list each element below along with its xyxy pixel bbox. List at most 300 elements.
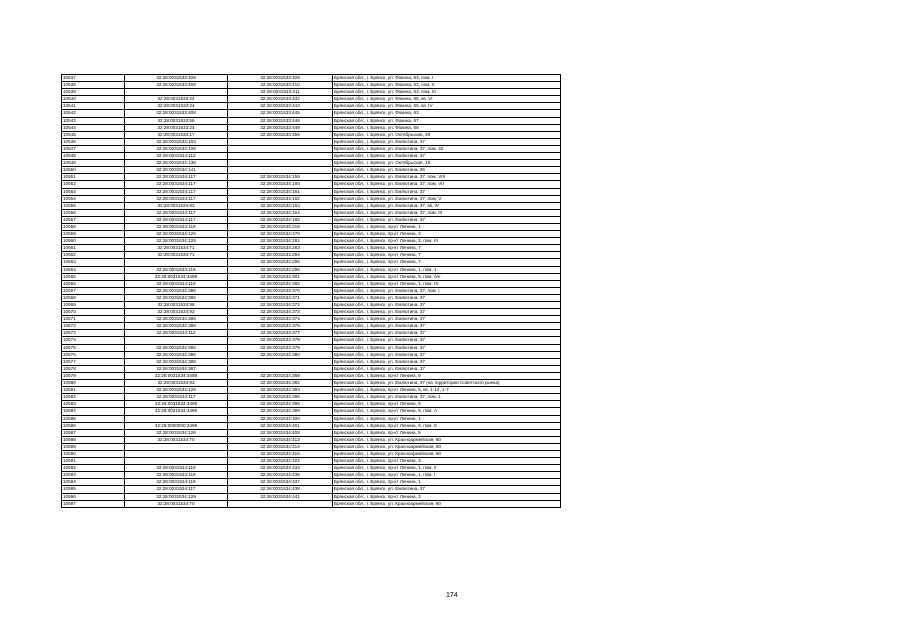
row-number-cell: 10558: [62, 223, 125, 230]
parent-cadastral-number-cell: [125, 458, 228, 465]
table-row: [62, 110, 561, 117]
address-cell: Брянская обл., г. Брянск, пр-кт Ленина, 3: [333, 231, 561, 238]
cadastral-number-cell: 32:28:0031534:372: [228, 302, 333, 309]
address-cell: Брянская обл., г. Брянск, ул. Емлютина, 37: [333, 216, 561, 223]
table-row: [62, 443, 561, 450]
cadastral-number-cell: 32:28:0031534:371: [228, 294, 333, 301]
parent-cadastral-number-cell: 32:28:0031533:408: [125, 75, 228, 82]
table-row: [62, 160, 561, 167]
table-row: [62, 96, 561, 103]
table-row: [62, 238, 561, 245]
cadastral-table: [61, 74, 561, 508]
row-number-cell: 10557: [62, 216, 125, 223]
cadastral-number-cell: 32:28:0031534:379: [228, 344, 333, 351]
cadastral-number-cell: 32:28:0031533:456: [228, 131, 333, 138]
address-cell: Брянская обл., г. Брянск, пр-кт Ленина, 3, пом. III: [333, 238, 561, 245]
address-cell: Брянская обл., г. Брянск, ул. Фокина, 63: [333, 110, 561, 117]
table-row: [62, 380, 561, 387]
parent-cadastral-number-cell: 32:28:0031534:93: [125, 380, 228, 387]
cadastral-number-cell: 32:28:0031534:365: [228, 280, 333, 287]
row-number-cell: 10571: [62, 316, 125, 323]
address-cell: Брянская обл., г. Брянск, ул. Емлютина, 37: [333, 309, 561, 316]
row-number-cell: 10584: [62, 408, 125, 415]
address-cell: Брянская обл., г. Брянск, пр-кт Ленина, 9, пом. 0: [333, 422, 561, 429]
table-row: [62, 245, 561, 252]
cadastral-number-cell: 32:28:0031534:399: [228, 408, 333, 415]
cadastral-number-cell: 32:28:0031534:294: [228, 252, 333, 259]
cadastral-number-cell: 32:28:0031533:410: [228, 82, 333, 89]
address-cell: Брянская обл., г. Брянск, пр-кт Ленина, 1, пом. I: [333, 472, 561, 479]
cadastral-number-cell: 32:28:0031534:281: [228, 238, 333, 245]
row-number-cell: 10586: [62, 422, 125, 429]
parent-cadastral-number-cell: 32:28:0031533:408: [125, 82, 228, 89]
address-cell: Брянская обл., г. Брянск, пр-кт Ленина, 5: [333, 429, 561, 436]
cadastral-number-cell: 32:28:0031534:296: [228, 266, 333, 273]
address-cell: Брянская обл., г. Брянск, ул. Емлютина, 37: [333, 138, 561, 145]
table-row: [62, 344, 561, 351]
cadastral-number-cell: 32:28:0031534:161: [228, 188, 333, 195]
address-cell: Брянская обл., г. Брянск, ул. Фокина, 65, кв. IV: [333, 103, 561, 110]
table-row: [62, 280, 561, 287]
address-cell: Брянская обл., г. Брянск, ул. Октябрьская, 16: [333, 160, 561, 167]
cadastral-number-cell: [228, 138, 333, 145]
table-row: [62, 372, 561, 379]
row-number-cell: 10569: [62, 302, 125, 309]
table-row: [62, 287, 561, 294]
parent-cadastral-number-cell: 32:28:0031534:112: [125, 330, 228, 337]
cadastral-number-cell: 32:28:0031534:415: [228, 450, 333, 457]
table-row: [62, 365, 561, 372]
row-number-cell: 10562: [62, 252, 125, 259]
address-cell: Брянская обл., г. Брянск, ул. Фокина, 63, пом. III: [333, 89, 561, 96]
row-number-cell: 10573: [62, 330, 125, 337]
table-row: [62, 401, 561, 408]
row-number-cell: 10560: [62, 238, 125, 245]
address-cell: Брянская обл., г. Брянск, пр-кт Ленина, 1: [333, 415, 561, 422]
cadastral-number-cell: 32:28:0031534:301: [228, 273, 333, 280]
table-row: [62, 450, 561, 457]
table-row: [62, 89, 561, 96]
table-row: [62, 294, 561, 301]
row-number-cell: 10578: [62, 365, 125, 372]
row-number-cell: 10589: [62, 443, 125, 450]
table-row: [62, 458, 561, 465]
table-row: [62, 181, 561, 188]
table-row: [62, 75, 561, 82]
row-number-cell: 10543: [62, 117, 125, 124]
address-cell: Брянская обл., г. Брянск, ул. Емлютина, 37: [333, 486, 561, 493]
parent-cadastral-number-cell: 32:28:0031534:117: [125, 394, 228, 401]
row-number-cell: 10545: [62, 131, 125, 138]
cadastral-number-cell: 32:28:0031534:393: [228, 387, 333, 394]
cadastral-number-cell: 32:28:0031534:373: [228, 309, 333, 316]
address-cell: Брянская обл., г. Брянск, пр-кт Ленина, 9, пом. А: [333, 408, 561, 415]
parent-cadastral-number-cell: 32:28:0031534:106: [125, 145, 228, 152]
table-row: [62, 408, 561, 415]
row-number-cell: 10577: [62, 358, 125, 365]
cadastral-number-cell: 32:28:0031534:295: [228, 259, 333, 266]
row-number-cell: 10567: [62, 287, 125, 294]
table-row: [62, 415, 561, 422]
row-number-cell: 10549: [62, 160, 125, 167]
table-row: [62, 337, 561, 344]
cadastral-number-cell: 32:28:0031533:411: [228, 89, 333, 96]
cadastral-table-body: [62, 75, 561, 508]
parent-cadastral-number-cell: 32:28:0031534:117: [125, 486, 228, 493]
parent-cadastral-number-cell: 32:28:0031534:71: [125, 245, 228, 252]
address-cell: Брянская обл., г. Брянск, ул. Емлютина, 37: [333, 351, 561, 358]
cadastral-number-cell: 32:28:0031534:395: [228, 394, 333, 401]
address-cell: Брянская обл., г. Брянск, ул. Емлютина, 37, кв. IV: [333, 202, 561, 209]
row-number-cell: 10541: [62, 103, 125, 110]
table-row: [62, 486, 561, 493]
row-number-cell: 10581: [62, 387, 125, 394]
row-number-cell: 10595: [62, 486, 125, 493]
table-row: [62, 351, 561, 358]
parent-cadastral-number-cell: 32:28:0031534:112: [125, 153, 228, 160]
cadastral-number-cell: [228, 365, 333, 372]
table-row: [62, 167, 561, 174]
address-cell: Брянская обл., г. Брянск, пр-кт Ленина, 1: [333, 479, 561, 486]
row-number-cell: 10554: [62, 195, 125, 202]
address-cell: Брянская обл., г. Брянск, ул. Емлютина, 37: [333, 344, 561, 351]
address-cell: Брянская обл., г. Брянск, ул. Емлютина, 37: [333, 358, 561, 365]
cadastral-number-cell: 32:28:0031534:392: [228, 380, 333, 387]
row-number-cell: 10546: [62, 138, 125, 145]
parent-cadastral-number-cell: 32:28:0031534:3499: [125, 401, 228, 408]
cadastral-number-cell: 32:28:0031534:422: [228, 458, 333, 465]
table-row: [62, 358, 561, 365]
row-number-cell: 10568: [62, 294, 125, 301]
cadastral-number-cell: 32:28:0031533:449: [228, 124, 333, 131]
parent-cadastral-number-cell: 32:28:0031534:93: [125, 202, 228, 209]
parent-cadastral-number-cell: 32:28:0031533:408: [125, 110, 228, 117]
cadastral-number-cell: 32:28:0031534:413: [228, 436, 333, 443]
parent-cadastral-number-cell: [125, 450, 228, 457]
parent-cadastral-number-cell: 32:28:0031534:71: [125, 252, 228, 259]
row-number-cell: 10559: [62, 231, 125, 238]
table-row: [62, 153, 561, 160]
cadastral-number-cell: [228, 145, 333, 152]
cadastral-number-cell: 32:28:0031534:408: [228, 429, 333, 436]
parent-cadastral-number-cell: 32:28:0031534:138: [125, 160, 228, 167]
row-number-cell: 10552: [62, 181, 125, 188]
row-number-cell: 10551: [62, 174, 125, 181]
parent-cadastral-number-cell: [125, 443, 228, 450]
parent-cadastral-number-cell: 32:28:0031534:98: [125, 302, 228, 309]
cadastral-number-cell: [228, 153, 333, 160]
parent-cadastral-number-cell: 32:28:0031533:24: [125, 96, 228, 103]
address-cell: Брянская обл., г. Брянск, ул. Емлютина, 37: [333, 188, 561, 195]
cadastral-number-cell: 32:28:0031534:380: [228, 351, 333, 358]
table-row: [62, 188, 561, 195]
row-number-cell: 10572: [62, 323, 125, 330]
cadastral-number-cell: 32:28:0031534:218: [228, 223, 333, 230]
row-number-cell: 10593: [62, 472, 125, 479]
table-row: [62, 231, 561, 238]
table-row: [62, 330, 561, 337]
cadastral-number-cell: 32:28:0031534:165: [228, 216, 333, 223]
cadastral-number-cell: 32:28:0031534:283: [228, 245, 333, 252]
address-cell: Брянская обл., г. Брянск, ул. Емлютина, 37: [333, 302, 561, 309]
row-number-cell: 10596: [62, 493, 125, 500]
parent-cadastral-number-cell: 32:28:0031534:388: [125, 358, 228, 365]
table-row: [62, 323, 561, 330]
address-cell: Брянская обл., г. Брянск, ул. Емлютина, 37, пом. III: [333, 209, 561, 216]
cadastral-number-cell: 32:28:0031534:378: [228, 337, 333, 344]
parent-cadastral-number-cell: [125, 415, 228, 422]
table-row: [62, 387, 561, 394]
cadastral-number-cell: 32:28:0031534:389: [228, 372, 333, 379]
row-number-cell: 10570: [62, 309, 125, 316]
address-cell: Брянская обл., г. Брянск, пр-кт Ленина, 7: [333, 252, 561, 259]
row-number-cell: 10597: [62, 500, 125, 507]
parent-cadastral-number-cell: 32:28:0031534:128: [125, 429, 228, 436]
address-cell: Брянская обл., г. Брянск, ул. Емлютина, 37: [333, 330, 561, 337]
parent-cadastral-number-cell: 32:28:0031534:119: [125, 472, 228, 479]
row-number-cell: 10591: [62, 458, 125, 465]
row-number-cell: 10588: [62, 436, 125, 443]
row-number-cell: 10592: [62, 465, 125, 472]
cadastral-number-cell: 32:28:0031534:441: [228, 493, 333, 500]
parent-cadastral-number-cell: 32:28:0031534:386: [125, 351, 228, 358]
parent-cadastral-number-cell: 32:28:0031534:70: [125, 436, 228, 443]
table-row: [62, 223, 561, 230]
row-number-cell: 10544: [62, 124, 125, 131]
cadastral-number-cell: 32:28:0031534:163: [228, 202, 333, 209]
address-cell: Брянская обл., г. Брянск, ул. Фокина, 65: [333, 124, 561, 131]
address-cell: Брянская обл., г. Брянск, пр-кт Ленина, 7: [333, 245, 561, 252]
row-number-cell: 10580: [62, 380, 125, 387]
parent-cadastral-number-cell: 32:28:0031534:129: [125, 231, 228, 238]
row-number-cell: 10548: [62, 153, 125, 160]
address-cell: Брянская обл., г. Брянск, ул. Емлютина, 35: [333, 167, 561, 174]
address-cell: Брянская обл., г. Брянск, ул. Емлютина, 37: [333, 294, 561, 301]
row-number-cell: 10561: [62, 245, 125, 252]
table-row: [62, 117, 561, 124]
row-number-cell: 10553: [62, 188, 125, 195]
table-row: [62, 436, 561, 443]
parent-cadastral-number-cell: 32:28:0031534:117: [125, 209, 228, 216]
parent-cadastral-number-cell: 32:28:0031534:387: [125, 365, 228, 372]
cadastral-number-cell: 32:28:0031534:370: [228, 287, 333, 294]
parent-cadastral-number-cell: 32:28:0031533:17: [125, 131, 228, 138]
address-cell: Брянская обл., г. Брянск, ул. Фокина, 63, пом. I: [333, 75, 561, 82]
parent-cadastral-number-cell: 32:28:0031534:3499: [125, 273, 228, 280]
address-cell: Брянская обл., г. Брянск, ул. Фокина, 63, пом. II: [333, 82, 561, 89]
parent-cadastral-number-cell: 32:28:0031534:119: [125, 223, 228, 230]
address-cell: Брянская обл., г. Брянск, пр-кт Ленина, 9: [333, 401, 561, 408]
table-row: [62, 422, 561, 429]
cadastral-number-cell: 32:28:0031534:377: [228, 330, 333, 337]
row-number-cell: 10574: [62, 337, 125, 344]
table-row: [62, 82, 561, 89]
address-cell: Брянская обл., г. Брянск, ул. Красноармейская, 60: [333, 500, 561, 507]
address-cell: Брянская обл., г. Брянск, ул. Фокина, 65, кв. VI: [333, 96, 561, 103]
parent-cadastral-number-cell: 32:28:0031534:70: [125, 500, 228, 507]
address-cell: Брянская обл., г. Брянск, пр-кт Ленина, 1, пом. IX: [333, 280, 561, 287]
address-cell: Брянская обл., г. Брянск, ул. Емлютина, 37, пом. I: [333, 287, 561, 294]
cadastral-number-cell: 32:28:0031534:159: [228, 174, 333, 181]
parent-cadastral-number-cell: 32:28:0031534:92: [125, 309, 228, 316]
row-number-cell: 10582: [62, 394, 125, 401]
cadastral-number-cell: 32:28:0031534:160: [228, 181, 333, 188]
parent-cadastral-number-cell: 32:28:0031534:3499: [125, 408, 228, 415]
cadastral-number-cell: [228, 500, 333, 507]
table-row: [62, 493, 561, 500]
row-number-cell: 10542: [62, 110, 125, 117]
address-cell: Брянская обл., г. Брянск, ул. Фокина, 67: [333, 117, 561, 124]
parent-cadastral-number-cell: 32:28:0031534:386: [125, 316, 228, 323]
address-cell: Брянская обл., г. Брянск, пр-кт Ленина, 5, кв. 1-12, 1-7: [333, 387, 561, 394]
row-number-cell: 10585: [62, 415, 125, 422]
address-cell: Брянская обл., г. Брянск, ул. Емлютина, 37, пом. VIII: [333, 174, 561, 181]
cadastral-number-cell: 32:28:0031534:396: [228, 401, 333, 408]
parent-cadastral-number-cell: 32:28:0031534:386: [125, 344, 228, 351]
cadastral-number-cell: 32:28:0031534:437: [228, 479, 333, 486]
table-row: [62, 202, 561, 209]
table-row: [62, 309, 561, 316]
address-cell: Брянская обл., г. Брянск, ул. Емлютина, 37 (на территории Советского рынка): [333, 380, 561, 387]
table-row: [62, 145, 561, 152]
parent-cadastral-number-cell: 32:28:0031534:117: [125, 181, 228, 188]
cadastral-number-cell: 32:28:0031534:374: [228, 316, 333, 323]
row-number-cell: 10550: [62, 167, 125, 174]
page-number: 174: [446, 592, 458, 599]
parent-cadastral-number-cell: 32:28:0031533:24: [125, 124, 228, 131]
address-cell: Брянская обл., г. Брянск, ул. Емлютина, 37: [333, 337, 561, 344]
cadastral-number-cell: [228, 160, 333, 167]
table-row: [62, 465, 561, 472]
parent-cadastral-number-cell: 32:28:0031534:386: [125, 294, 228, 301]
parent-cadastral-number-cell: [125, 337, 228, 344]
table-row: [62, 138, 561, 145]
cadastral-number-cell: 32:28:0031534:279: [228, 231, 333, 238]
address-cell: Брянская обл., г. Брянск, пр-кт Ленина, 7: [333, 259, 561, 266]
parent-cadastral-number-cell: 32:28:0031534:117: [125, 216, 228, 223]
cadastral-number-cell: 32:28:0031533:445: [228, 110, 333, 117]
table-row: [62, 124, 561, 131]
parent-cadastral-number-cell: 32:28:0031534:141: [125, 167, 228, 174]
parent-cadastral-number-cell: 32:28:0031534:128: [125, 387, 228, 394]
table-row: [62, 273, 561, 280]
address-cell: Брянская обл., г. Брянск, ул. Емлютина, 37: [333, 365, 561, 372]
parent-cadastral-number-cell: 32:28:0031534:3499: [125, 372, 228, 379]
parent-cadastral-number-cell: 32:28:0031533:24: [125, 103, 228, 110]
address-cell: Брянская обл., г. Брянск, пр-кт Ленина, 3: [333, 458, 561, 465]
cadastral-number-cell: 32:28:0031534:434: [228, 465, 333, 472]
cadastral-number-cell: [228, 167, 333, 174]
table-row: [62, 259, 561, 266]
table-row: [62, 302, 561, 309]
row-number-cell: 10547: [62, 145, 125, 152]
row-number-cell: 10564: [62, 266, 125, 273]
address-cell: Брянская обл., г. Брянск, ул. Красноармейская, 60: [333, 436, 561, 443]
parent-cadastral-number-cell: 32:28:0031534:119: [125, 465, 228, 472]
row-number-cell: 10590: [62, 450, 125, 457]
cadastral-number-cell: 32:28:0031534:376: [228, 323, 333, 330]
address-cell: Брянская обл., г. Брянск, пр-кт Ленина, 9, пом. б/н: [333, 273, 561, 280]
parent-cadastral-number-cell: [125, 259, 228, 266]
parent-cadastral-number-cell: 32:28:0031534:388: [125, 323, 228, 330]
cadastral-number-cell: 32:28:0031533:442: [228, 96, 333, 103]
address-cell: Брянская обл., г. Брянск, пр-кт Ленина, 1, пом. II: [333, 465, 561, 472]
row-number-cell: 10576: [62, 351, 125, 358]
address-cell: Брянская обл., г. Брянск, пр-кт Ленина, 1, пом. 1: [333, 266, 561, 273]
table-row: [62, 103, 561, 110]
address-cell: Брянская обл., г. Брянск, ул. Емлютина, 37, пом. 42: [333, 145, 561, 152]
address-cell: Брянская обл., г. Брянск, ул. Емлютина, 37: [333, 316, 561, 323]
address-cell: Брянская обл., г. Брянск, ул. Емлютина, 37, пом. V: [333, 195, 561, 202]
row-number-cell: 10540: [62, 96, 125, 103]
address-cell: Брянская обл., г. Брянск, пр-кт Ленина, 3: [333, 493, 561, 500]
address-cell: Брянская обл., г. Брянск, ул. Октябрьская, 39: [333, 131, 561, 138]
parent-cadastral-number-cell: [125, 89, 228, 96]
table-row: [62, 479, 561, 486]
parent-cadastral-number-cell: 32:28:0031534:119: [125, 280, 228, 287]
table-row: [62, 500, 561, 507]
parent-cadastral-number-cell: 32:28:0000000:3499: [125, 422, 228, 429]
table-row: [62, 131, 561, 138]
row-number-cell: 10539: [62, 89, 125, 96]
row-number-cell: 10583: [62, 401, 125, 408]
row-number-cell: 10565: [62, 273, 125, 280]
cadastral-number-cell: 32:28:0031534:401: [228, 422, 333, 429]
row-number-cell: 10537: [62, 75, 125, 82]
row-number-cell: 10563: [62, 259, 125, 266]
table-row: [62, 394, 561, 401]
table-row: [62, 216, 561, 223]
row-number-cell: 10579: [62, 372, 125, 379]
table-row: [62, 174, 561, 181]
parent-cadastral-number-cell: 32:28:0031533:58: [125, 117, 228, 124]
parent-cadastral-number-cell: 32:28:0031534:117: [125, 195, 228, 202]
cadastral-number-cell: 32:28:0031534:414: [228, 443, 333, 450]
address-cell: Брянская обл., г. Брянск, ул. Емлютина, 37: [333, 153, 561, 160]
parent-cadastral-number-cell: 32:28:0031534:119: [125, 266, 228, 273]
table-row: [62, 429, 561, 436]
row-number-cell: 10587: [62, 429, 125, 436]
table-row: [62, 252, 561, 259]
cadastral-number-cell: 32:28:0031533:446: [228, 117, 333, 124]
row-number-cell: 10538: [62, 82, 125, 89]
parent-cadastral-number-cell: 32:28:0031534:386: [125, 287, 228, 294]
row-number-cell: 10594: [62, 479, 125, 486]
table-row: [62, 195, 561, 202]
address-cell: Брянская обл., г. Брянск, ул. Емлютина, 37, пом. VII: [333, 181, 561, 188]
parent-cadastral-number-cell: 32:28:0031534:119: [125, 479, 228, 486]
row-number-cell: 10556: [62, 209, 125, 216]
parent-cadastral-number-cell: 32:28:0031534:129: [125, 238, 228, 245]
row-number-cell: 10566: [62, 280, 125, 287]
cadastral-number-cell: 32:28:0031534:162: [228, 195, 333, 202]
cadastral-number-cell: 32:28:0031533:409: [228, 75, 333, 82]
address-cell: Брянская обл., г. Брянск, ул. Емлютина, 37, пом. 1: [333, 394, 561, 401]
address-cell: Брянская обл., г. Брянск, ул. Красноармейская, 60: [333, 450, 561, 457]
address-cell: Брянская обл., г. Брянск, пр-кт Ленина, 1: [333, 223, 561, 230]
address-cell: Брянская обл., г. Брянск, ул. Красноармейская, 60: [333, 443, 561, 450]
cadastral-number-cell: 32:28:0031534:164: [228, 209, 333, 216]
parent-cadastral-number-cell: 32:28:0031534:117: [125, 174, 228, 181]
parent-cadastral-number-cell: 32:28:0031534:117: [125, 188, 228, 195]
table-row: [62, 209, 561, 216]
table-row: [62, 266, 561, 273]
row-number-cell: 10555: [62, 202, 125, 209]
cadastral-number-cell: 32:28:0031533:443: [228, 103, 333, 110]
address-cell: Брянская обл., г. Брянск, пр-кт Ленина, 9: [333, 372, 561, 379]
cadastral-number-cell: 32:28:0031534:400: [228, 415, 333, 422]
cadastral-number-cell: 32:28:0031534:438: [228, 486, 333, 493]
